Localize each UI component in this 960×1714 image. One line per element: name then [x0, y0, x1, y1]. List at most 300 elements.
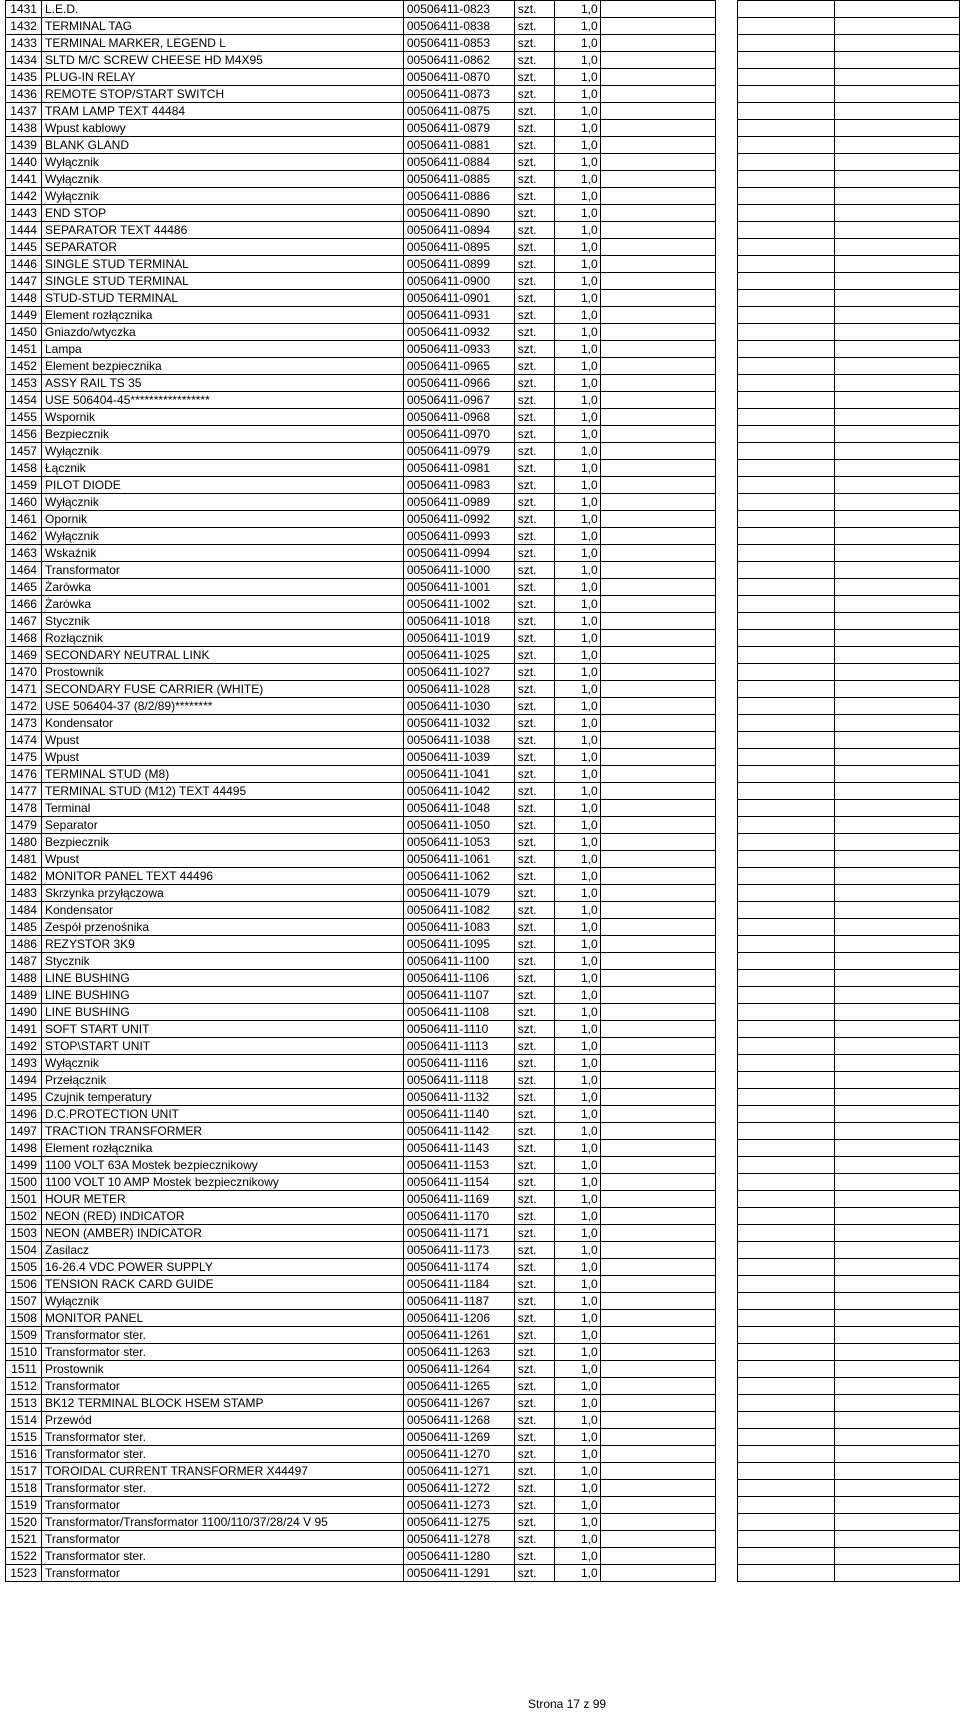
part-description: SEPARATOR TEXT 44486: [41, 222, 403, 239]
part-number: 00506411-0979: [403, 443, 514, 460]
empty-cell: [716, 1293, 738, 1310]
empty-cell: [835, 1208, 960, 1225]
quantity: 1,0: [554, 1106, 600, 1123]
part-number: 00506411-0993: [403, 528, 514, 545]
quantity: 1,0: [554, 987, 600, 1004]
empty-cell: [716, 460, 738, 477]
quantity: 1,0: [554, 715, 600, 732]
unit: szt.: [514, 392, 554, 409]
unit: szt.: [514, 188, 554, 205]
quantity: 1,0: [554, 1021, 600, 1038]
empty-cell: [716, 1276, 738, 1293]
empty-cell: [835, 1, 960, 18]
row-number: 1465: [6, 579, 42, 596]
empty-cell: [716, 1089, 738, 1106]
empty-cell: [835, 477, 960, 494]
part-number: 00506411-1108: [403, 1004, 514, 1021]
empty-cell: [835, 1310, 960, 1327]
table-row: [6, 919, 960, 936]
row-number: 1473: [6, 715, 42, 732]
empty-cell: [738, 1395, 835, 1412]
empty-cell: [716, 732, 738, 749]
part-description: 1100 VOLT 10 AMP Mostek bezpiecznikowy: [41, 1174, 403, 1191]
empty-cell: [835, 1565, 960, 1582]
empty-cell: [600, 222, 716, 239]
part-description: Prostownik: [41, 1361, 403, 1378]
table-row: [6, 494, 960, 511]
table-row: [6, 1548, 960, 1565]
table-row: [6, 749, 960, 766]
part-number: 00506411-0853: [403, 35, 514, 52]
quantity: 1,0: [554, 1327, 600, 1344]
empty-cell: [600, 664, 716, 681]
empty-cell: [738, 1514, 835, 1531]
empty-cell: [738, 800, 835, 817]
table-row: [6, 1480, 960, 1497]
table-row: [6, 409, 960, 426]
unit: szt.: [514, 1429, 554, 1446]
part-number: 00506411-1062: [403, 868, 514, 885]
empty-cell: [835, 69, 960, 86]
unit: szt.: [514, 120, 554, 137]
empty-cell: [835, 953, 960, 970]
part-number: 00506411-1267: [403, 1395, 514, 1412]
part-description: END STOP: [41, 205, 403, 222]
part-number: 00506411-1032: [403, 715, 514, 732]
row-number: 1458: [6, 460, 42, 477]
unit: szt.: [514, 1174, 554, 1191]
unit: szt.: [514, 1344, 554, 1361]
unit: szt.: [514, 1106, 554, 1123]
part-number: 00506411-1107: [403, 987, 514, 1004]
empty-cell: [738, 375, 835, 392]
empty-cell: [835, 222, 960, 239]
empty-cell: [716, 1140, 738, 1157]
empty-cell: [600, 443, 716, 460]
part-description: 16-26.4 VDC POWER SUPPLY: [41, 1259, 403, 1276]
quantity: 1,0: [554, 1446, 600, 1463]
unit: szt.: [514, 1378, 554, 1395]
empty-cell: [716, 1378, 738, 1395]
part-number: 00506411-1106: [403, 970, 514, 987]
part-description: Transformator ster.: [41, 1446, 403, 1463]
empty-cell: [835, 681, 960, 698]
unit: szt.: [514, 1089, 554, 1106]
empty-cell: [835, 52, 960, 69]
empty-cell: [716, 494, 738, 511]
empty-cell: [600, 69, 716, 86]
row-number: 1448: [6, 290, 42, 307]
empty-cell: [716, 290, 738, 307]
empty-cell: [738, 392, 835, 409]
empty-cell: [716, 1208, 738, 1225]
part-description: Opornik: [41, 511, 403, 528]
empty-cell: [716, 1106, 738, 1123]
empty-cell: [835, 494, 960, 511]
empty-cell: [716, 902, 738, 919]
quantity: 1,0: [554, 1242, 600, 1259]
part-description: Wyłącznik: [41, 494, 403, 511]
unit: szt.: [514, 460, 554, 477]
empty-cell: [716, 834, 738, 851]
empty-cell: [738, 528, 835, 545]
table-row: [6, 86, 960, 103]
empty-cell: [600, 1225, 716, 1242]
empty-cell: [835, 936, 960, 953]
unit: szt.: [514, 885, 554, 902]
empty-cell: [835, 375, 960, 392]
quantity: 1,0: [554, 1123, 600, 1140]
part-description: Wyłącznik: [41, 171, 403, 188]
empty-cell: [835, 1344, 960, 1361]
empty-cell: [738, 1191, 835, 1208]
quantity: 1,0: [554, 681, 600, 698]
part-description: Bezpiecznik: [41, 834, 403, 851]
part-description: SECONDARY FUSE CARRIER (WHITE): [41, 681, 403, 698]
quantity: 1,0: [554, 1378, 600, 1395]
unit: szt.: [514, 528, 554, 545]
row-number: 1505: [6, 1259, 42, 1276]
empty-cell: [835, 18, 960, 35]
empty-cell: [600, 103, 716, 120]
row-number: 1501: [6, 1191, 42, 1208]
empty-cell: [835, 613, 960, 630]
part-description: ASSY RAIL TS 35: [41, 375, 403, 392]
part-description: Prostownik: [41, 664, 403, 681]
empty-cell: [600, 341, 716, 358]
empty-cell: [738, 987, 835, 1004]
empty-cell: [716, 664, 738, 681]
empty-cell: [738, 1208, 835, 1225]
part-description: Wyłącznik: [41, 443, 403, 460]
page-number: Strona 17 z 99: [528, 1697, 607, 1711]
part-description: Wyłącznik: [41, 1055, 403, 1072]
row-number: 1433: [6, 35, 42, 52]
empty-cell: [716, 18, 738, 35]
quantity: 1,0: [554, 834, 600, 851]
empty-cell: [738, 817, 835, 834]
quantity: 1,0: [554, 749, 600, 766]
unit: szt.: [514, 35, 554, 52]
quantity: 1,0: [554, 545, 600, 562]
empty-cell: [600, 1327, 716, 1344]
part-number: 00506411-1271: [403, 1463, 514, 1480]
part-number: 00506411-1171: [403, 1225, 514, 1242]
empty-cell: [738, 1429, 835, 1446]
table-row: [6, 239, 960, 256]
part-description: Wpust: [41, 732, 403, 749]
row-number: 1475: [6, 749, 42, 766]
empty-cell: [716, 919, 738, 936]
table-row: [6, 664, 960, 681]
part-number: 00506411-1263: [403, 1344, 514, 1361]
empty-cell: [716, 1021, 738, 1038]
empty-cell: [716, 324, 738, 341]
quantity: 1,0: [554, 1140, 600, 1157]
empty-cell: [835, 817, 960, 834]
unit: szt.: [514, 137, 554, 154]
unit: szt.: [514, 953, 554, 970]
empty-cell: [600, 375, 716, 392]
part-description: Przewód: [41, 1412, 403, 1429]
quantity: 1,0: [554, 120, 600, 137]
unit: szt.: [514, 341, 554, 358]
table-row: [6, 1191, 960, 1208]
empty-cell: [716, 426, 738, 443]
unit: szt.: [514, 749, 554, 766]
part-description: HOUR METER: [41, 1191, 403, 1208]
empty-cell: [600, 936, 716, 953]
empty-cell: [835, 1089, 960, 1106]
row-number: 1497: [6, 1123, 42, 1140]
empty-cell: [835, 1293, 960, 1310]
quantity: 1,0: [554, 307, 600, 324]
quantity: 1,0: [554, 613, 600, 630]
empty-cell: [600, 1072, 716, 1089]
empty-cell: [716, 188, 738, 205]
part-description: TERMINAL MARKER, LEGEND L: [41, 35, 403, 52]
table-row: [6, 868, 960, 885]
part-number: 00506411-1269: [403, 1429, 514, 1446]
quantity: 1,0: [554, 953, 600, 970]
part-description: TENSION RACK CARD GUIDE: [41, 1276, 403, 1293]
part-number: 00506411-0966: [403, 375, 514, 392]
empty-cell: [716, 52, 738, 69]
row-number: 1439: [6, 137, 42, 154]
empty-cell: [738, 1531, 835, 1548]
table-row: [6, 579, 960, 596]
unit: szt.: [514, 69, 554, 86]
empty-cell: [835, 290, 960, 307]
table-row: [6, 987, 960, 1004]
empty-cell: [716, 1038, 738, 1055]
empty-cell: [716, 1191, 738, 1208]
table-row: [6, 1293, 960, 1310]
part-number: 00506411-1095: [403, 936, 514, 953]
empty-cell: [600, 1531, 716, 1548]
table-row: [6, 1361, 960, 1378]
empty-cell: [738, 1412, 835, 1429]
row-number: 1490: [6, 1004, 42, 1021]
part-description: STOP\START UNIT: [41, 1038, 403, 1055]
row-number: 1477: [6, 783, 42, 800]
unit: szt.: [514, 664, 554, 681]
empty-cell: [738, 171, 835, 188]
empty-cell: [600, 1395, 716, 1412]
unit: szt.: [514, 171, 554, 188]
row-number: 1500: [6, 1174, 42, 1191]
empty-cell: [835, 239, 960, 256]
row-number: 1452: [6, 358, 42, 375]
part-number: 00506411-1025: [403, 647, 514, 664]
unit: szt.: [514, 426, 554, 443]
empty-cell: [716, 1548, 738, 1565]
empty-cell: [716, 86, 738, 103]
row-number: 1432: [6, 18, 42, 35]
empty-cell: [716, 358, 738, 375]
quantity: 1,0: [554, 494, 600, 511]
unit: szt.: [514, 1, 554, 18]
quantity: 1,0: [554, 103, 600, 120]
part-description: Stycznik: [41, 613, 403, 630]
empty-cell: [600, 307, 716, 324]
row-number: 1472: [6, 698, 42, 715]
part-number: 00506411-1268: [403, 1412, 514, 1429]
table-row: [6, 732, 960, 749]
unit: szt.: [514, 18, 554, 35]
empty-cell: [835, 171, 960, 188]
empty-cell: [835, 987, 960, 1004]
row-number: 1496: [6, 1106, 42, 1123]
empty-cell: [716, 120, 738, 137]
unit: szt.: [514, 222, 554, 239]
empty-cell: [738, 681, 835, 698]
table-row: [6, 154, 960, 171]
empty-cell: [835, 443, 960, 460]
quantity: 1,0: [554, 1, 600, 18]
table-row: [6, 1395, 960, 1412]
part-description: Transformator ster.: [41, 1548, 403, 1565]
part-number: 00506411-1028: [403, 681, 514, 698]
table-row: [6, 1242, 960, 1259]
row-number: 1480: [6, 834, 42, 851]
table-row: [6, 562, 960, 579]
unit: szt.: [514, 1021, 554, 1038]
empty-cell: [600, 324, 716, 341]
empty-cell: [835, 528, 960, 545]
part-number: 00506411-0881: [403, 137, 514, 154]
table-row: [6, 188, 960, 205]
part-description: Wyłącznik: [41, 188, 403, 205]
table-row: [6, 1004, 960, 1021]
empty-cell: [835, 341, 960, 358]
empty-cell: [716, 1310, 738, 1327]
empty-cell: [738, 545, 835, 562]
part-number: 00506411-1143: [403, 1140, 514, 1157]
part-number: 00506411-0875: [403, 103, 514, 120]
empty-cell: [600, 188, 716, 205]
unit: szt.: [514, 494, 554, 511]
empty-cell: [738, 511, 835, 528]
row-number: 1443: [6, 205, 42, 222]
table-row: [6, 256, 960, 273]
empty-cell: [738, 1, 835, 18]
part-description: Wpust: [41, 851, 403, 868]
empty-cell: [600, 1208, 716, 1225]
part-number: 00506411-0870: [403, 69, 514, 86]
table-row: [6, 1021, 960, 1038]
empty-cell: [716, 596, 738, 613]
empty-cell: [716, 1531, 738, 1548]
empty-cell: [738, 205, 835, 222]
table-row: [6, 511, 960, 528]
empty-cell: [600, 1, 716, 18]
part-description: Wspornik: [41, 409, 403, 426]
unit: szt.: [514, 273, 554, 290]
part-number: 00506411-1272: [403, 1480, 514, 1497]
part-description: SINGLE STUD TERMINAL: [41, 273, 403, 290]
empty-cell: [738, 1038, 835, 1055]
quantity: 1,0: [554, 222, 600, 239]
empty-cell: [716, 1259, 738, 1276]
unit: szt.: [514, 409, 554, 426]
empty-cell: [835, 902, 960, 919]
empty-cell: [600, 477, 716, 494]
empty-cell: [738, 1378, 835, 1395]
empty-cell: [835, 273, 960, 290]
empty-cell: [600, 919, 716, 936]
empty-cell: [738, 1361, 835, 1378]
quantity: 1,0: [554, 1157, 600, 1174]
empty-cell: [738, 1565, 835, 1582]
part-description: Transformator ster.: [41, 1480, 403, 1497]
part-number: 00506411-0983: [403, 477, 514, 494]
empty-cell: [835, 596, 960, 613]
empty-cell: [716, 511, 738, 528]
row-number: 1504: [6, 1242, 42, 1259]
quantity: 1,0: [554, 460, 600, 477]
empty-cell: [600, 1123, 716, 1140]
quantity: 1,0: [554, 1174, 600, 1191]
row-number: 1522: [6, 1548, 42, 1565]
empty-cell: [600, 1106, 716, 1123]
empty-cell: [738, 1344, 835, 1361]
empty-cell: [738, 154, 835, 171]
quantity: 1,0: [554, 1429, 600, 1446]
quantity: 1,0: [554, 528, 600, 545]
quantity: 1,0: [554, 698, 600, 715]
empty-cell: [738, 1310, 835, 1327]
empty-cell: [738, 834, 835, 851]
empty-cell: [716, 154, 738, 171]
row-number: 1484: [6, 902, 42, 919]
part-description: PLUG-IN RELAY: [41, 69, 403, 86]
unit: szt.: [514, 375, 554, 392]
empty-cell: [738, 1497, 835, 1514]
part-description: BLANK GLAND: [41, 137, 403, 154]
empty-cell: [716, 239, 738, 256]
row-number: 1513: [6, 1395, 42, 1412]
part-number: 00506411-1079: [403, 885, 514, 902]
part-number: 00506411-1278: [403, 1531, 514, 1548]
table-row: [6, 1344, 960, 1361]
unit: szt.: [514, 1191, 554, 1208]
part-number: 00506411-0900: [403, 273, 514, 290]
part-description: TOROIDAL CURRENT TRANSFORMER X44497: [41, 1463, 403, 1480]
quantity: 1,0: [554, 205, 600, 222]
row-number: 1476: [6, 766, 42, 783]
empty-cell: [716, 1123, 738, 1140]
empty-cell: [716, 1514, 738, 1531]
unit: szt.: [514, 1361, 554, 1378]
quantity: 1,0: [554, 375, 600, 392]
part-number: 00506411-1000: [403, 562, 514, 579]
part-number: 00506411-1273: [403, 1497, 514, 1514]
part-description: STUD-STUD TERMINAL: [41, 290, 403, 307]
part-number: 00506411-1041: [403, 766, 514, 783]
unit: szt.: [514, 936, 554, 953]
table-row: [6, 290, 960, 307]
quantity: 1,0: [554, 86, 600, 103]
empty-cell: [600, 1055, 716, 1072]
quantity: 1,0: [554, 1208, 600, 1225]
empty-cell: [600, 137, 716, 154]
quantity: 1,0: [554, 52, 600, 69]
part-number: 00506411-1061: [403, 851, 514, 868]
table-row: [6, 171, 960, 188]
part-number: 00506411-0992: [403, 511, 514, 528]
table-row: [6, 1072, 960, 1089]
